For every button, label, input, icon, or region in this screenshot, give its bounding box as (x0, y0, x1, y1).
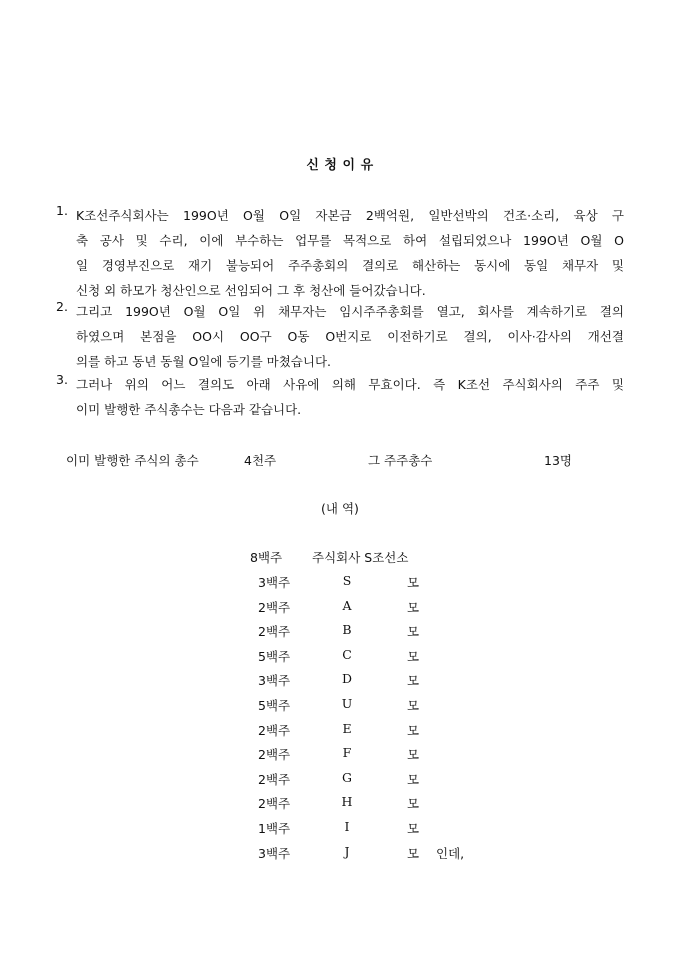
row-shares: 2백주 (258, 599, 291, 615)
header-shares: 8백주 (250, 550, 283, 565)
row-relation: 모 (407, 821, 420, 836)
breakdown-header-row (0, 548, 680, 572)
row-holder: J (344, 843, 350, 859)
row-holder: U (341, 696, 353, 711)
paragraph-line: 그리고 199O년 O월 O일 위 채무자는 임시주주총회를 열고, 회사를 계속하기로 결의 (76, 304, 624, 319)
issued-shares-label: 이미 발행한 주식의 총수 (66, 453, 199, 468)
breakdown-row (0, 573, 680, 597)
row-holder: D (341, 671, 353, 687)
breakdown-row (0, 598, 680, 622)
row-shares: 2백주 (258, 771, 291, 787)
paragraph-line: 일 경영부진으로 재기 불능되어 주주총회의 결의로 해산하는 동시에 동일 채무자 및 (76, 258, 624, 273)
paragraph-1 (56, 203, 624, 303)
row-relation: 모 (407, 599, 420, 615)
breakdown-row (0, 696, 680, 720)
paragraph-line: 신청 외 하모가 청산인으로 선임되어 그 후 청산에 들어갔습니다. (76, 283, 426, 298)
paragraph-2 (56, 299, 624, 374)
row-relation: 모 (407, 698, 420, 713)
paragraph-line: 이미 발행한 주식총수는 다음과 같습니다. (76, 402, 302, 417)
issued-shares-value: 4천주 (244, 453, 277, 468)
shareholder-count-label: 그 주주총수 (368, 453, 433, 468)
row-shares: 2백주 (258, 624, 291, 640)
paragraph-number: 2. (56, 299, 68, 314)
row-holder: I (344, 819, 350, 834)
row-shares: 1백주 (258, 821, 291, 836)
row-holder: B (342, 622, 352, 638)
breakdown-row (0, 794, 680, 818)
row-holder: A (342, 597, 352, 613)
document-title: 신 청 이 유 (306, 158, 374, 173)
row-shares: 5백주 (258, 648, 291, 664)
row-relation: 모 (407, 673, 420, 689)
paragraph-3 (56, 372, 624, 422)
row-relation: 모 (407, 624, 420, 640)
breakdown-row (0, 671, 680, 695)
row-relation: 모 (407, 845, 420, 861)
breakdown-row (0, 844, 680, 868)
paragraph-number: 3. (56, 372, 68, 387)
row-holder: E (342, 720, 352, 736)
paragraph-line: K조선주식회사는 199O년 O월 O일 자본금 2백억원, 일반선박의 건조·소리, 육상 구 (76, 208, 624, 223)
paragraph-line: 축 공사 및 수리, 이에 부수하는 업무를 목적으로 하여 설립되었으나 199O년 O월 O (76, 233, 624, 248)
breakdown-row (0, 819, 680, 843)
breakdown-row (0, 622, 680, 646)
paragraph-line: 하였으며 본점을 OO시 OO구 O동 O번지로 이전하기로 결의, 이사·감사의 개선결 (76, 329, 624, 344)
row-relation: 모 (407, 796, 420, 812)
row-relation: 모 (407, 747, 420, 763)
breakdown-row (0, 745, 680, 769)
row-shares: 5백주 (258, 698, 291, 713)
paragraph-number: 1. (56, 203, 68, 218)
breakdown-row (0, 770, 680, 794)
row-shares: 3백주 (258, 845, 291, 861)
breakdown-title: (내 역) (321, 501, 359, 516)
row-holder: S (342, 573, 352, 588)
row-holder: H (341, 794, 353, 810)
row-relation: 모 (407, 771, 420, 787)
row-holder: C (342, 646, 352, 662)
row-relation: 모 (407, 648, 420, 664)
row-shares: 2백주 (258, 796, 291, 812)
row-suffix: 인데, (436, 845, 465, 861)
row-shares: 3백주 (258, 575, 291, 590)
row-holder: G (342, 769, 352, 785)
row-shares: 2백주 (258, 722, 291, 738)
paragraph-line: 의를 하고 동년 동월 O일에 등기를 마쳤습니다. (76, 354, 332, 369)
header-holder: 주식회사 S조선소 (312, 550, 409, 565)
breakdown-row (0, 721, 680, 745)
row-relation: 모 (407, 722, 420, 738)
paragraph-line: 그러나 위의 어느 결의도 아래 사유에 의해 무효이다. 즉 K조선 주식회사의 주주 및 (76, 377, 624, 392)
breakdown-row (0, 647, 680, 671)
row-shares: 2백주 (258, 747, 291, 763)
row-holder: F (342, 745, 352, 761)
row-shares: 3백주 (258, 673, 291, 689)
shareholder-count-value: 13명 (544, 453, 572, 468)
row-relation: 모 (407, 575, 420, 590)
